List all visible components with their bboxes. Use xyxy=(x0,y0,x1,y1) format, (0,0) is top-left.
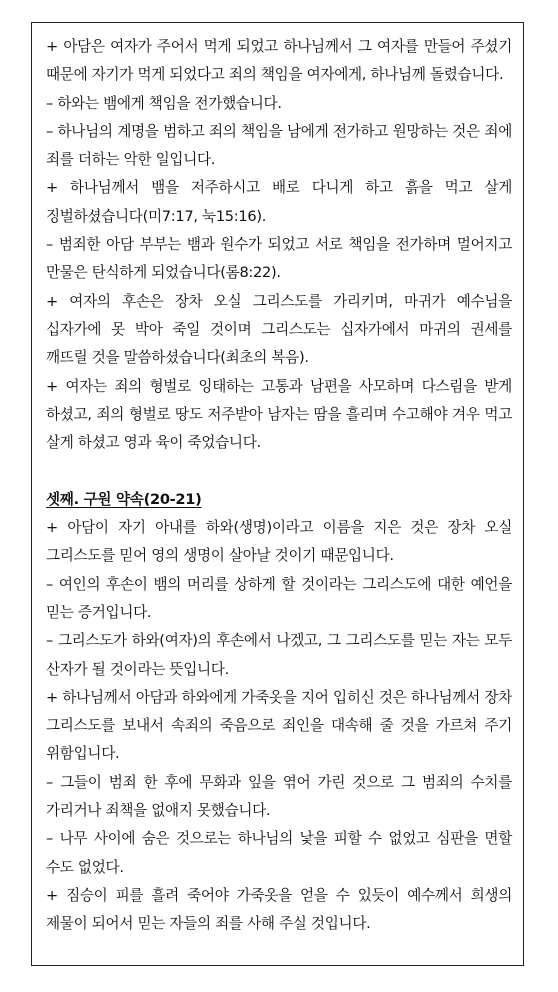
paragraph: + 하나님께서 뱀을 저주하시고 배로 다니게 하고 흙을 먹고 살게 징벌하셨습니다(미7:17, 눅15:16). xyxy=(46,179,512,225)
blank-line xyxy=(46,457,512,485)
paragraph: – 나무 사이에 숨은 것으로는 하나님의 낯을 피할 수 없었고 심판을 면할 수도 없었다. xyxy=(46,830,512,876)
paragraph: + 짐승이 피를 흘려 죽어야 가죽옷을 얻을 수 있듯이 예수께서 희생의 제물이 되어서 믿는 자들의 죄를 사해 주실 것입니다. xyxy=(46,886,512,933)
text-box xyxy=(31,22,524,966)
paragraph: – 하와는 뱀에게 책임을 전가했습니다. xyxy=(46,94,282,112)
paragraph: + 여자는 죄의 형벌로 잉태하는 고통과 남편을 사모하며 다스림을 받게 하셨고, 죄의 형벌로 땅도 저주받아 남자는 땀을 흘리며 수고해야 겨우 먹고 살게 하셨고 영과 육이 죽었습니다. xyxy=(46,377,512,452)
paragraph: – 그들이 범죄 한 후에 무화과 잎을 엮어 가린 것으로 그 범죄의 수치를 가리거나 죄책을 없애지 못했습니다. xyxy=(46,773,512,820)
paragraph: – 그리스도가 하와(여자)의 후손에서 나겠고, 그 그리스도를 믿는 자는 모두 산자가 될 것이라는 뜻입니다. xyxy=(46,632,512,678)
section-heading: 셋째. 구원 약속(20-21) xyxy=(46,490,202,508)
paragraph: + 하나님께서 아담과 하와에게 가죽옷을 지어 입히신 것은 하나님께서 장차 그리스도를 보내서 속죄의 죽음으로 죄인을 대속해 줄 것을 가르쳐 주기 위함입니다. xyxy=(46,688,512,763)
paragraph: + 아담은 여자가 주어서 먹게 되었고 하나님께서 그 여자를 만들어 주셨기 때문에 자기가 먹게 되었다고 죄의 책임을 여자에게, 하나님께 돌렸습니다. xyxy=(46,38,512,84)
paragraph: – 여인의 후손이 뱀의 머리를 상하게 할 것이라는 그리스도에 대한 예언을 믿는 증거입니다. xyxy=(46,575,512,621)
paragraph: – 하나님의 계명을 범하고 죄의 책임을 남에게 전가하고 원망하는 것은 죄에 죄를 더하는 악한 일입니다. xyxy=(46,122,512,169)
paragraph: – 범죄한 아담 부부는 뱀과 원수가 되었고 서로 책임을 전가하며 멀어지고 만물은 탄식하게 되었습니다(롬8:22). xyxy=(46,236,512,282)
paragraph: + 아담이 자기 아내를 하와(생명)이라고 이름을 지은 것은 장차 오실 그리스도를 믿어 영의 생명이 살아날 것이기 때문입니다. xyxy=(46,519,512,565)
document-body xyxy=(46,33,512,939)
paragraph: + 여자의 후손은 장차 오실 그리스도를 가리키며, 마귀가 예수님을 십자가에 못 박아 죽일 것이며 그리스도는 십자가에서 마귀의 권세를 깨뜨릴 것을 말씀하셨습니다(최초의 복음). xyxy=(46,292,512,367)
